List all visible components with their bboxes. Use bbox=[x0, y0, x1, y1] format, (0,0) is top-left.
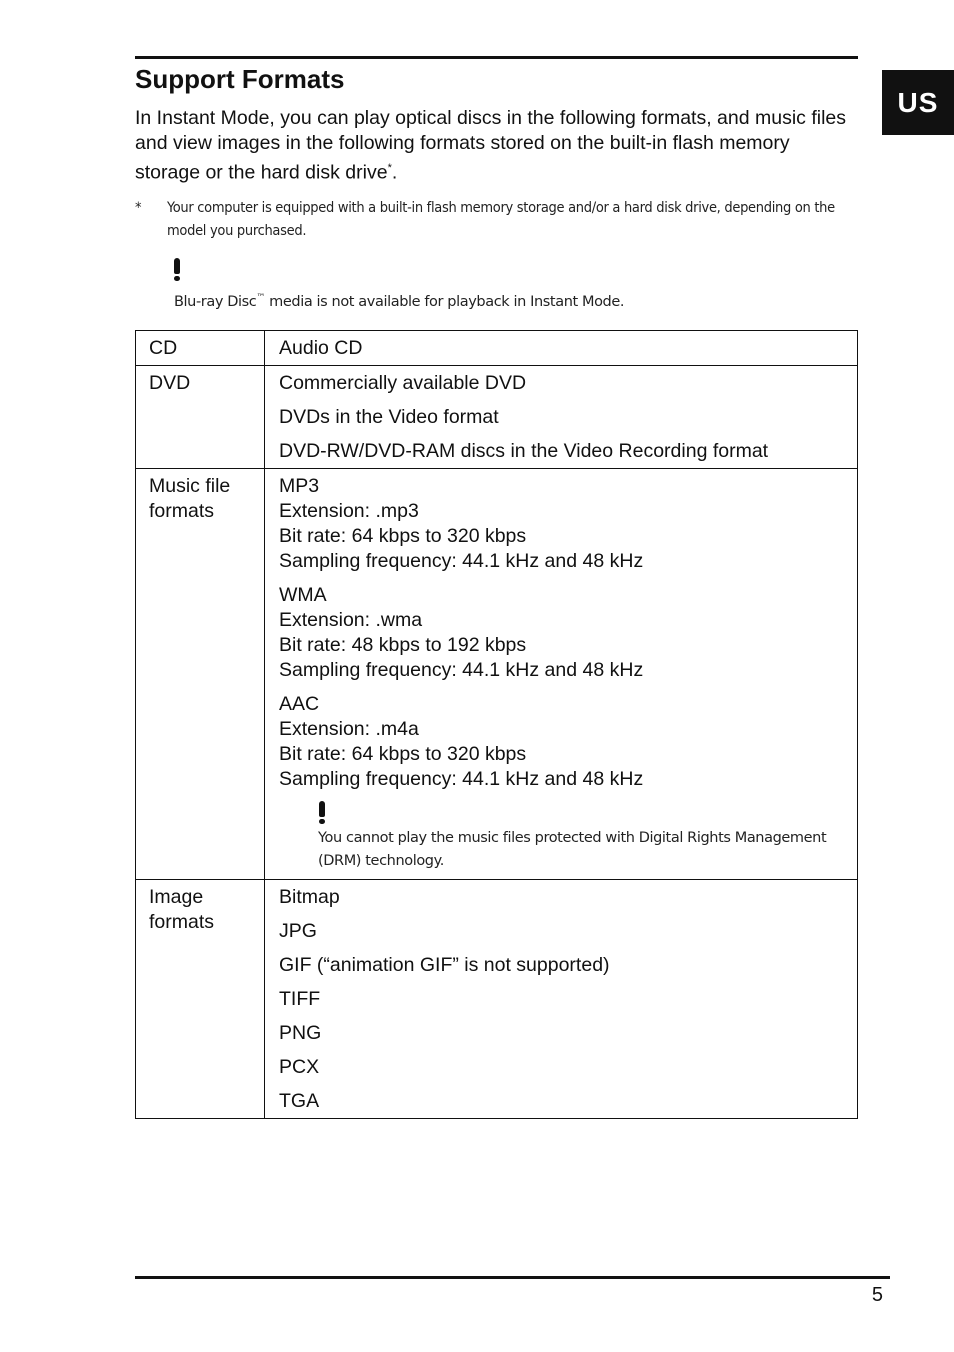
format-extension: Extension: .mp3 bbox=[279, 500, 419, 522]
list-item: JPG bbox=[279, 920, 317, 942]
list-item: PCX bbox=[279, 1056, 320, 1078]
list-item: Commercially available DVD bbox=[279, 372, 527, 394]
table-row-music bbox=[136, 469, 858, 880]
format-sampling: Sampling frequency: 44.1 kHz and 48 kHz bbox=[279, 768, 644, 790]
row-label: Music file formats bbox=[136, 469, 265, 880]
list-item: GIF (“animation GIF” is not supported) bbox=[279, 954, 610, 976]
region-tab: US bbox=[882, 70, 954, 135]
row-value bbox=[265, 331, 858, 366]
table-row-dvd bbox=[136, 366, 858, 469]
bluray-text-b: media is not available for playback in Instant Mode. bbox=[264, 293, 625, 310]
table-row-cd bbox=[136, 331, 858, 366]
format-extension: Extension: .m4a bbox=[279, 718, 419, 740]
format-sampling: Sampling frequency: 44.1 kHz and 48 kHz bbox=[279, 550, 644, 572]
format-bitrate: Bit rate: 64 kbps to 320 kbps bbox=[279, 743, 527, 765]
table-row-image bbox=[136, 880, 858, 1119]
list-item: Bitmap bbox=[279, 886, 340, 908]
format-sampling: Sampling frequency: 44.1 kHz and 48 kHz bbox=[279, 659, 644, 681]
row-label: Image formats bbox=[136, 880, 265, 1119]
format-block-aac bbox=[279, 692, 847, 792]
intro-end: . bbox=[391, 161, 398, 184]
top-rule bbox=[135, 56, 858, 59]
bottom-rule bbox=[135, 1276, 890, 1279]
list-item: DVDs in the Video format bbox=[279, 406, 499, 428]
row-value bbox=[265, 469, 858, 880]
format-extension: Extension: .wma bbox=[279, 609, 423, 631]
format-name: WMA bbox=[279, 584, 327, 606]
exclamation-icon bbox=[318, 801, 326, 827]
footnote-ref: * bbox=[387, 162, 392, 174]
bluray-text-a: Blu-ray Disc bbox=[174, 293, 257, 310]
page-number: 5 bbox=[871, 1284, 883, 1306]
notice-bluray-text bbox=[174, 287, 624, 313]
intro-text: In Instant Mode, you can play optical discs in the following formats, and music files and view images in the following formats stored on the built-in flash memory storage or the hard disk drive bbox=[135, 107, 847, 184]
footnote-text: Your computer is equipped with a built-in flash memory storage and/or a hard disk drive, depending on the model you purchased. bbox=[167, 200, 835, 239]
format-name: AAC bbox=[279, 693, 320, 715]
list-item: TIFF bbox=[279, 988, 321, 1010]
row-value bbox=[265, 880, 858, 1119]
notice-drm-text: You cannot play the music files protected with Digital Rights Management (DRM) technology. bbox=[318, 830, 827, 869]
notice-bluray bbox=[173, 258, 181, 280]
format-name: MP3 bbox=[279, 475, 320, 497]
list-item: DVD-RW/DVD-RAM discs in the Video Recording format bbox=[279, 440, 769, 462]
row-value bbox=[265, 366, 858, 469]
list-item: TGA bbox=[279, 1090, 320, 1112]
intro-paragraph bbox=[135, 106, 860, 186]
list-item: Audio CD bbox=[279, 337, 363, 359]
footnote-mark: * bbox=[135, 200, 142, 216]
row-label: CD bbox=[136, 331, 265, 366]
notice-drm bbox=[318, 801, 847, 873]
trademark-mark: ™ bbox=[256, 293, 265, 303]
row-label: DVD bbox=[136, 366, 265, 469]
format-bitrate: Bit rate: 64 kbps to 320 kbps bbox=[279, 525, 527, 547]
footnote bbox=[135, 197, 855, 243]
format-bitrate: Bit rate: 48 kbps to 192 kbps bbox=[279, 634, 527, 656]
page-title: Support Formats bbox=[135, 64, 345, 94]
format-block-wma bbox=[279, 583, 847, 683]
format-block-mp3 bbox=[279, 474, 847, 574]
list-item: PNG bbox=[279, 1022, 322, 1044]
formats-table bbox=[135, 330, 858, 1119]
exclamation-icon bbox=[173, 258, 181, 280]
